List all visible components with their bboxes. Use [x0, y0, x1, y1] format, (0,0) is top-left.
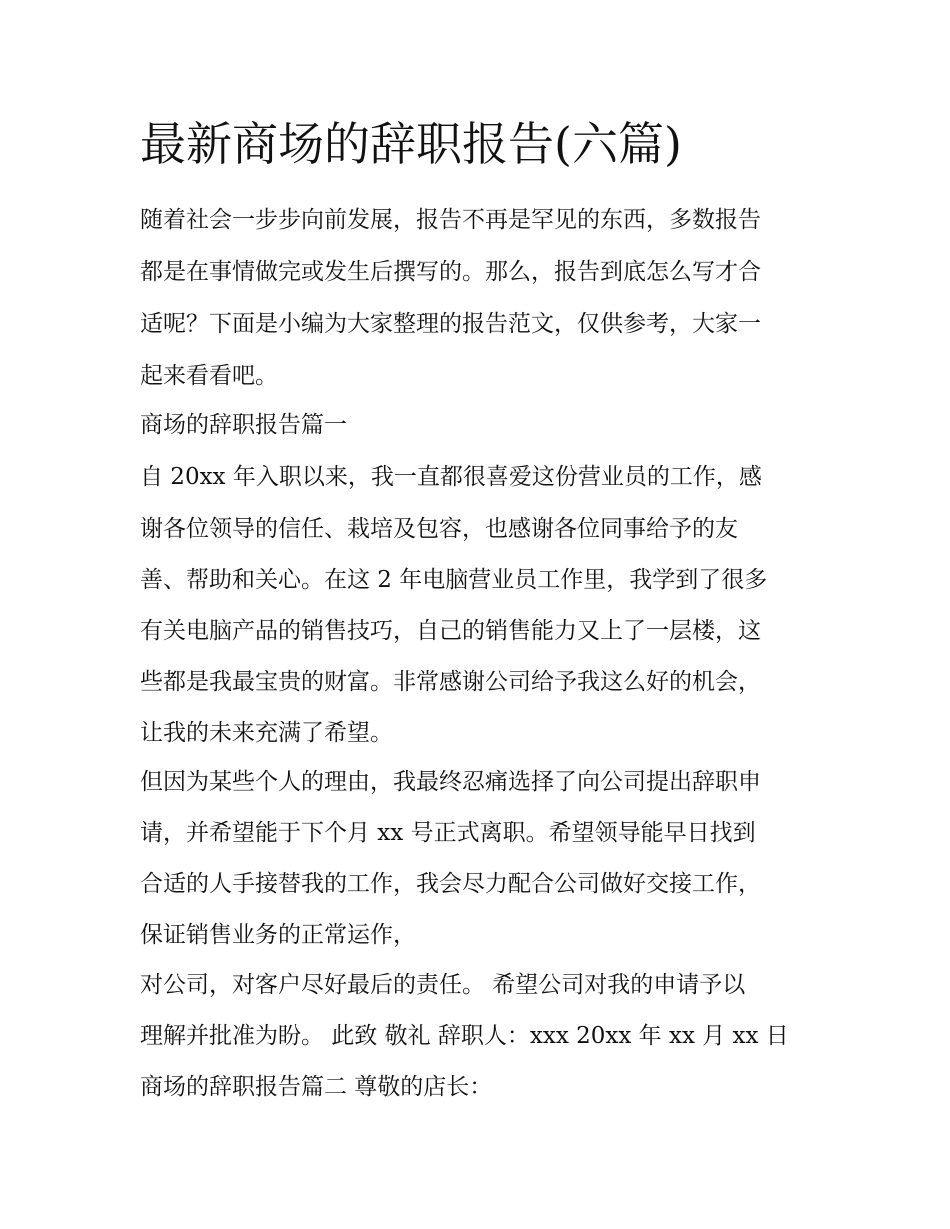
paragraph-3-line-2: 理解并批准为盼。 此致 敬礼 辞职人：xxx 20xx 年 xx 月 xx 日: [140, 1023, 789, 1049]
paragraph-2-line-3: 合适的人手接替我的工作，我会尽力配合公司做好交接工作，: [140, 871, 761, 897]
section-heading-1: 商场的辞职报告篇一: [140, 412, 347, 438]
paragraph-1-line-4: 有关电脑产品的销售技巧，自己的销售能力又上了一层楼，这: [140, 618, 761, 644]
paragraph-2-line-1: 但因为某些个人的理由，我最终忍痛选择了向公司提出辞职申: [140, 769, 761, 795]
paragraph-2-line-2: 请，并希望能于下个月 xx 号正式离职。希望领导能早日找到: [140, 820, 756, 846]
paragraph-1-line-5: 些都是我最宝贵的财富。非常感谢公司给予我这么好的机会，: [140, 669, 761, 695]
paragraph-1-line-3: 善、帮助和关心。在这 2 年电脑营业员工作里，我学到了很多: [140, 567, 768, 593]
intro-line-1: 随着社会一步步向前发展，报告不再是罕见的东西，多数报告: [140, 207, 761, 233]
paragraph-1-line-1: 自 20xx 年入职以来，我一直都很喜爱这份营业员的工作，感: [140, 464, 762, 490]
section-heading-2: 商场的辞职报告篇二 尊敬的店长：: [140, 1074, 493, 1100]
document-title: 最新商场的辞职报告(六篇): [140, 117, 682, 171]
intro-line-4: 起来看看吧。: [140, 363, 278, 389]
paragraph-2-line-4: 保证销售业务的正常运作，: [140, 922, 416, 948]
intro-line-2: 都是在事情做完或发生后撰写的。那么，报告到底怎么写才合: [140, 259, 761, 285]
intro-line-3: 适呢？下面是小编为大家整理的报告范文，仅供参考，大家一: [140, 311, 761, 337]
paragraph-3-line-1: 对公司，对客户尽好最后的责任。 希望公司对我的申请予以: [140, 972, 746, 998]
paragraph-1-line-2: 谢各位领导的信任、栽培及包容，也感谢各位同事给予的友: [140, 516, 738, 542]
paragraph-1-line-6: 让我的未来充满了希望。: [140, 720, 393, 746]
